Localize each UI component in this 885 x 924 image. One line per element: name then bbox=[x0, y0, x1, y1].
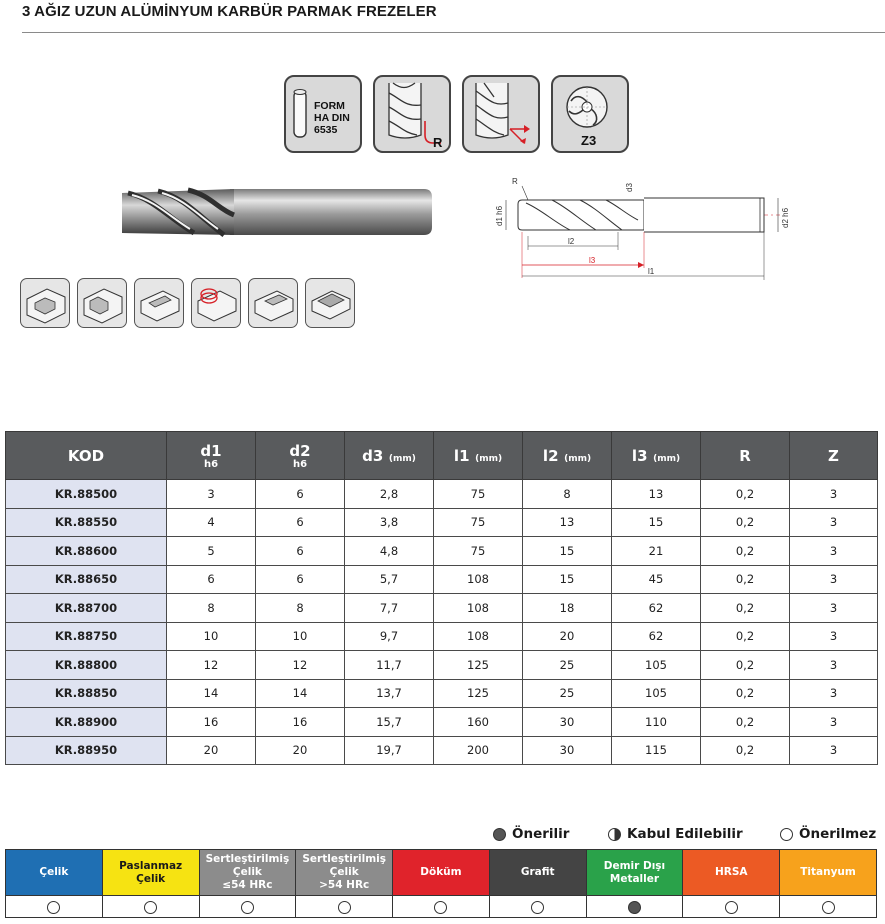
table-cell: 0,2 bbox=[701, 651, 790, 680]
column-header-tolerance: h6 bbox=[203, 459, 219, 470]
material-table bbox=[5, 849, 877, 918]
facing-icon bbox=[305, 278, 355, 328]
table-cell: 115 bbox=[612, 736, 701, 765]
table-cell: 20 bbox=[167, 736, 256, 765]
material-label: Grafit bbox=[520, 866, 555, 878]
table-cell: 10 bbox=[167, 622, 256, 651]
helix-angle-icon bbox=[462, 75, 540, 153]
column-header bbox=[612, 432, 701, 480]
table-cell: 0,2 bbox=[701, 736, 790, 765]
column-header bbox=[6, 432, 167, 480]
legend-not-recommended-label: Önerilmez bbox=[799, 826, 877, 842]
table-cell: 30 bbox=[523, 708, 612, 737]
material-header bbox=[199, 850, 296, 896]
material-label: Demir Dışı bbox=[603, 859, 666, 872]
three-flute-icon bbox=[551, 75, 629, 153]
table-cell: 12 bbox=[167, 651, 256, 680]
table-cell: 6 bbox=[256, 565, 345, 594]
table-cell: 108 bbox=[434, 622, 523, 651]
table-cell: 3 bbox=[790, 708, 878, 737]
d2-label: d2 h6 bbox=[781, 207, 790, 228]
column-header bbox=[256, 432, 345, 480]
table-cell: 62 bbox=[612, 594, 701, 623]
table-cell: 0,2 bbox=[701, 480, 790, 509]
table-cell: 20 bbox=[523, 622, 612, 651]
product-code-cell: KR.88750 bbox=[6, 622, 167, 651]
material-header bbox=[102, 850, 199, 896]
column-header-label: d1 bbox=[200, 442, 222, 460]
table-row bbox=[6, 622, 878, 651]
empty-circle-icon bbox=[338, 901, 351, 914]
table-cell: 3 bbox=[790, 679, 878, 708]
column-header-label: l1 bbox=[453, 447, 470, 465]
material-rating-cell bbox=[393, 896, 490, 918]
table-cell: 0,2 bbox=[701, 679, 790, 708]
table-cell: 2,8 bbox=[345, 480, 434, 509]
table-cell: 4 bbox=[167, 508, 256, 537]
table-cell: 11,7 bbox=[345, 651, 434, 680]
table-row bbox=[6, 651, 878, 680]
table-cell: 8 bbox=[523, 480, 612, 509]
shank-standard-label: HA DIN bbox=[314, 112, 350, 124]
material-header bbox=[489, 850, 586, 896]
technical-drawing bbox=[492, 170, 792, 287]
table-cell: 6 bbox=[256, 537, 345, 566]
table-cell: 6 bbox=[167, 565, 256, 594]
table-cell: 5,7 bbox=[345, 565, 434, 594]
table-cell: 3 bbox=[790, 622, 878, 651]
material-header bbox=[586, 850, 683, 896]
product-code-cell: KR.88650 bbox=[6, 565, 167, 594]
table-cell: 9,7 bbox=[345, 622, 434, 651]
material-rating-cell bbox=[102, 896, 199, 918]
table-cell: 125 bbox=[434, 651, 523, 680]
empty-circle-icon bbox=[822, 901, 835, 914]
flute-count-letter: Z3 bbox=[581, 133, 597, 148]
product-code-cell: KR.88900 bbox=[6, 708, 167, 737]
material-rating-cell bbox=[199, 896, 296, 918]
table-cell: 3 bbox=[790, 537, 878, 566]
material-label: Paslanmaz bbox=[119, 859, 183, 872]
column-header bbox=[167, 432, 256, 480]
table-cell: 200 bbox=[434, 736, 523, 765]
material-rating-cell bbox=[296, 896, 393, 918]
table-cell: 3 bbox=[790, 651, 878, 680]
table-cell: 0,2 bbox=[701, 708, 790, 737]
table-cell: 0,2 bbox=[701, 508, 790, 537]
shouldering-icon bbox=[77, 278, 127, 328]
table-cell: 12 bbox=[256, 651, 345, 680]
ramping-icon bbox=[191, 278, 241, 328]
table-cell: 3 bbox=[790, 736, 878, 765]
table-cell: 25 bbox=[523, 651, 612, 680]
table-cell: 15 bbox=[612, 508, 701, 537]
shank-number-label: 6535 bbox=[314, 124, 338, 136]
filled-circle-icon bbox=[493, 828, 506, 841]
slotting-icon bbox=[20, 278, 70, 328]
product-code-cell: KR.88500 bbox=[6, 480, 167, 509]
table-cell: 25 bbox=[523, 679, 612, 708]
legend-recommended bbox=[493, 826, 569, 842]
column-header-label: Z bbox=[828, 447, 839, 465]
material-label: HRSA bbox=[714, 866, 748, 878]
table-cell: 105 bbox=[612, 651, 701, 680]
table-cell: 8 bbox=[256, 594, 345, 623]
material-label: Çelik bbox=[39, 866, 69, 878]
column-header-label: d2 bbox=[289, 442, 311, 460]
column-header-unit: (mm) bbox=[388, 454, 416, 464]
product-code-cell: KR.88800 bbox=[6, 651, 167, 680]
shank-form-label: FORM bbox=[314, 100, 345, 112]
column-header-tolerance: h6 bbox=[292, 459, 308, 470]
radius-label: R bbox=[512, 177, 518, 186]
column-header-label: R bbox=[739, 447, 751, 465]
table-cell: 6 bbox=[256, 508, 345, 537]
table-cell: 30 bbox=[523, 736, 612, 765]
l1-label: l1 bbox=[648, 267, 655, 276]
table-cell: 13 bbox=[612, 480, 701, 509]
table-row bbox=[6, 679, 878, 708]
column-header bbox=[434, 432, 523, 480]
table-cell: 15 bbox=[523, 565, 612, 594]
column-header-unit: (mm) bbox=[564, 454, 592, 464]
material-label: Sertleştirilmiş bbox=[205, 853, 290, 865]
product-code-cell: KR.88950 bbox=[6, 736, 167, 765]
table-cell: 3 bbox=[790, 508, 878, 537]
empty-circle-icon bbox=[47, 901, 60, 914]
material-header bbox=[683, 850, 780, 896]
table-cell: 4,8 bbox=[345, 537, 434, 566]
column-header bbox=[345, 432, 434, 480]
corner-radius-icon bbox=[373, 75, 451, 153]
corner-radius-letter: R bbox=[433, 135, 443, 150]
legend-recommended-label: Önerilir bbox=[512, 826, 570, 842]
material-label: Çelik bbox=[329, 866, 359, 878]
column-header bbox=[790, 432, 878, 480]
table-row bbox=[6, 708, 878, 737]
table-cell: 13,7 bbox=[345, 679, 434, 708]
material-header bbox=[780, 850, 877, 896]
table-cell: 7,7 bbox=[345, 594, 434, 623]
empty-circle-icon bbox=[780, 828, 793, 841]
column-header-label: d3 bbox=[362, 447, 384, 465]
material-label: Metaller bbox=[609, 872, 660, 885]
legend-acceptable-label: Kabul Edilebilir bbox=[627, 826, 743, 842]
material-label: Çelik bbox=[232, 866, 262, 878]
column-header bbox=[523, 432, 612, 480]
end-mill-photo bbox=[118, 185, 434, 244]
table-row bbox=[6, 594, 878, 623]
table-cell: 75 bbox=[434, 480, 523, 509]
table-cell: 14 bbox=[256, 679, 345, 708]
table-cell: 3 bbox=[167, 480, 256, 509]
table-row bbox=[6, 736, 878, 765]
table-cell: 5 bbox=[167, 537, 256, 566]
table-cell: 8 bbox=[167, 594, 256, 623]
table-row bbox=[6, 508, 878, 537]
table-cell: 3 bbox=[790, 594, 878, 623]
table-cell: 18 bbox=[523, 594, 612, 623]
table-row bbox=[6, 480, 878, 509]
table-cell: 20 bbox=[256, 736, 345, 765]
table-cell: 108 bbox=[434, 594, 523, 623]
material-rating-cell bbox=[586, 896, 683, 918]
table-cell: 45 bbox=[612, 565, 701, 594]
material-header bbox=[296, 850, 393, 896]
table-cell: 0,2 bbox=[701, 565, 790, 594]
d3-label: d3 bbox=[625, 183, 634, 192]
material-rating-cell bbox=[780, 896, 877, 918]
column-header-unit: (mm) bbox=[653, 454, 681, 464]
column-header-unit: (mm) bbox=[475, 454, 503, 464]
half-circle-icon bbox=[608, 828, 621, 841]
page-title: 3 AĞIZ UZUN ALÜMİNYUM KARBÜR PARMAK FREZELER bbox=[22, 3, 437, 20]
table-cell: 19,7 bbox=[345, 736, 434, 765]
material-label: Sertleştirilmiş bbox=[302, 853, 386, 865]
table-cell: 75 bbox=[434, 537, 523, 566]
column-header-label: l3 bbox=[631, 447, 648, 465]
table-cell: 110 bbox=[612, 708, 701, 737]
d1-label: d1 h6 bbox=[495, 205, 504, 226]
title-divider bbox=[22, 32, 885, 33]
material-rating-cell bbox=[489, 896, 586, 918]
empty-circle-icon bbox=[434, 901, 447, 914]
material-label: >54 HRc bbox=[319, 879, 370, 891]
table-cell: 15 bbox=[523, 537, 612, 566]
empty-circle-icon bbox=[531, 901, 544, 914]
table-cell: 0,2 bbox=[701, 594, 790, 623]
table-cell: 105 bbox=[612, 679, 701, 708]
product-code-cell: KR.88600 bbox=[6, 537, 167, 566]
table-cell: 21 bbox=[612, 537, 701, 566]
profiling-icon bbox=[248, 278, 298, 328]
material-header bbox=[393, 850, 490, 896]
l2-label: l2 bbox=[568, 237, 575, 246]
legend-not-recommended bbox=[780, 826, 876, 842]
material-label: Titanyum bbox=[800, 866, 856, 878]
table-cell: 75 bbox=[434, 508, 523, 537]
table-cell: 3,8 bbox=[345, 508, 434, 537]
legend-acceptable bbox=[608, 826, 743, 842]
table-cell: 160 bbox=[434, 708, 523, 737]
table-cell: 0,2 bbox=[701, 622, 790, 651]
material-rating-cell bbox=[683, 896, 780, 918]
empty-circle-icon bbox=[241, 901, 254, 914]
l3-label: l3 bbox=[589, 256, 596, 265]
filled-circle-icon bbox=[628, 901, 641, 914]
table-cell: 0,2 bbox=[701, 537, 790, 566]
dimension-table bbox=[5, 431, 878, 765]
material-header bbox=[6, 850, 103, 896]
empty-circle-icon bbox=[144, 901, 157, 914]
material-rating-cell bbox=[6, 896, 103, 918]
material-label: Döküm bbox=[420, 866, 462, 878]
table-cell: 16 bbox=[256, 708, 345, 737]
column-header-label: l2 bbox=[542, 447, 559, 465]
table-cell: 3 bbox=[790, 480, 878, 509]
cylindrical-shank-icon bbox=[284, 75, 362, 153]
table-cell: 15,7 bbox=[345, 708, 434, 737]
product-code-cell: KR.88850 bbox=[6, 679, 167, 708]
table-cell: 10 bbox=[256, 622, 345, 651]
product-code-cell: KR.88700 bbox=[6, 594, 167, 623]
table-cell: 13 bbox=[523, 508, 612, 537]
pocketing-icon bbox=[134, 278, 184, 328]
table-cell: 3 bbox=[790, 565, 878, 594]
table-cell: 6 bbox=[256, 480, 345, 509]
material-label: Çelik bbox=[136, 872, 166, 885]
product-code-cell: KR.88550 bbox=[6, 508, 167, 537]
table-cell: 62 bbox=[612, 622, 701, 651]
table-cell: 16 bbox=[167, 708, 256, 737]
column-header bbox=[701, 432, 790, 480]
material-label: ≤54 HRc bbox=[222, 879, 273, 891]
table-cell: 108 bbox=[434, 565, 523, 594]
table-cell: 125 bbox=[434, 679, 523, 708]
table-row bbox=[6, 565, 878, 594]
table-row bbox=[6, 537, 878, 566]
table-cell: 14 bbox=[167, 679, 256, 708]
column-header-label: KOD bbox=[67, 447, 105, 465]
empty-circle-icon bbox=[725, 901, 738, 914]
